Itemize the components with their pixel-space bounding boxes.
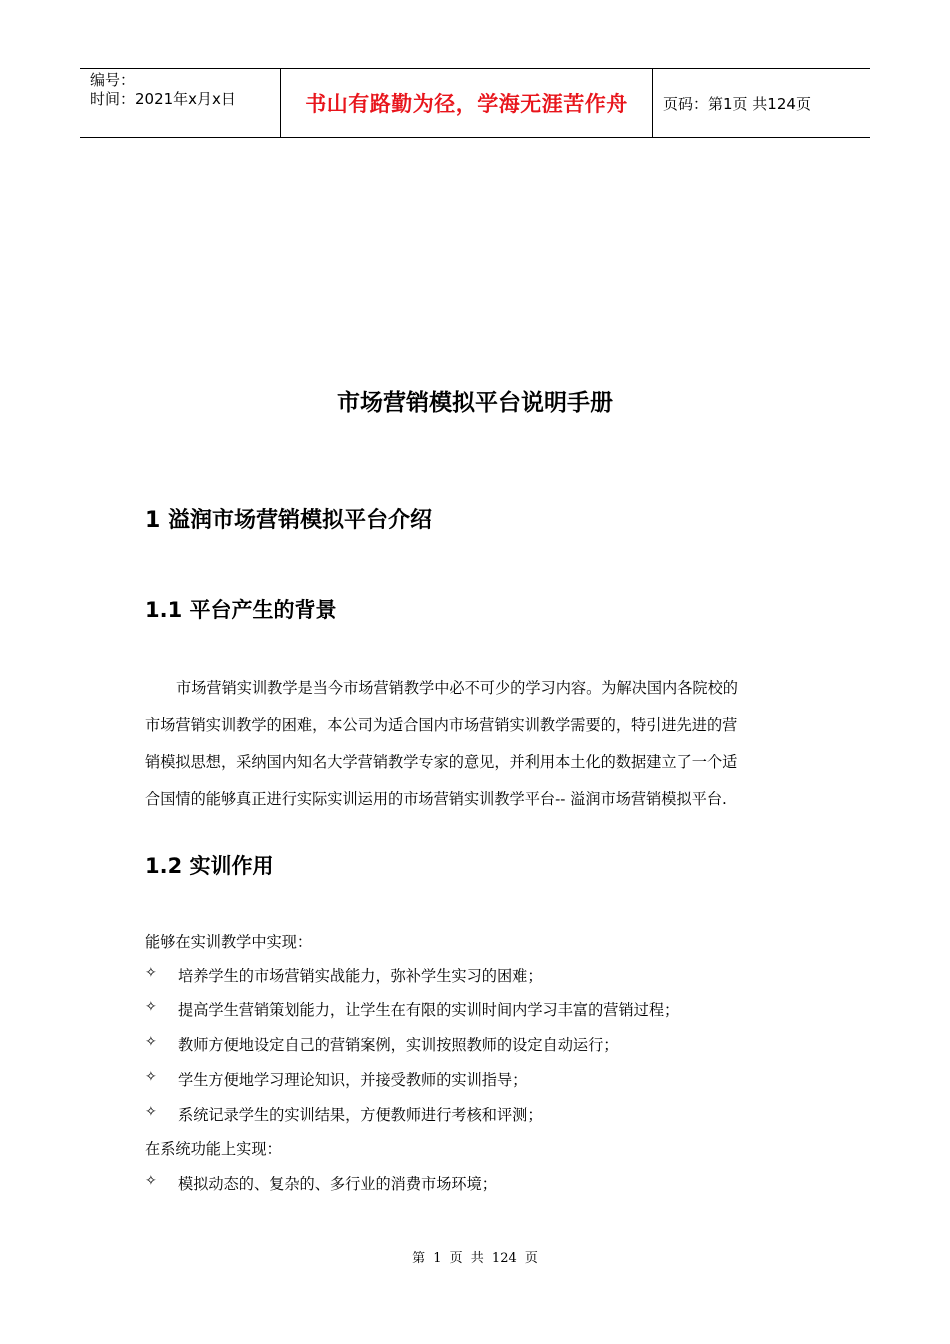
header-number-label: 编号： xyxy=(90,71,136,89)
diamond-bullet-icon: ✧ xyxy=(145,1104,157,1120)
diamond-bullet-icon: ✧ xyxy=(145,999,157,1015)
header-motto-cell xyxy=(281,69,653,137)
page-footer: 第 1 页 共 124 页 xyxy=(412,1251,538,1266)
diamond-bullet-icon: ✧ xyxy=(145,1034,157,1050)
list-item xyxy=(145,1104,543,1125)
list-item-text: 模拟动态的、复杂的、多行业的消费市场环境； xyxy=(178,1175,497,1193)
diamond-bullet-icon: ✧ xyxy=(145,1069,157,1085)
list-item xyxy=(145,965,543,986)
intro-line: 能够在实训教学中实现： xyxy=(145,933,313,951)
list-item xyxy=(145,1069,527,1090)
paragraph-line: 市场营销实训教学是当今市场营销教学中必不可少的学习内容。为解决国内各院校的 xyxy=(176,679,738,697)
paragraph-line: 合国情的能够真正进行实际实训运用的市场营销实训教学平台-- 溢润市场营销模拟平台. xyxy=(145,790,727,808)
list-item xyxy=(145,1173,497,1194)
document-header xyxy=(80,68,870,138)
diamond-bullet-icon: ✧ xyxy=(145,965,157,981)
paragraph-line: 销模拟思想，采纳国内知名大学营销教学专家的意见，并利用本土化的数据建立了一个适 xyxy=(145,753,738,771)
document-title: 市场营销模拟平台说明手册 xyxy=(337,390,613,416)
section-1-1-heading: 1.1 平台产生的背景 xyxy=(145,598,337,622)
header-meta xyxy=(80,69,281,137)
list-item-text: 学生方便地学习理论知识，并接受教师的实训指导； xyxy=(178,1071,528,1089)
list-item-text: 培养学生的市场营销实战能力，弥补学生实习的困难； xyxy=(178,967,543,985)
paragraph-line: 市场营销实训教学的困难，本公司为适合国内市场营销实训教学需要的，特引进先进的营 xyxy=(145,716,738,734)
section-1-heading: 1 溢润市场营销模拟平台介绍 xyxy=(145,508,432,533)
diamond-bullet-icon: ✧ xyxy=(145,1173,157,1189)
list-item xyxy=(145,1034,618,1055)
background-paragraph xyxy=(145,670,807,818)
list-item-text: 提高学生营销策划能力，让学生在有限的实训时间内学习丰富的营销过程； xyxy=(178,1001,680,1019)
header-motto: 书山有路勤为径，学海无涯苦作舟 xyxy=(305,92,628,116)
intro-line-2: 在系统功能上实现： xyxy=(145,1140,282,1158)
section-1-2-heading: 1.2 实训作用 xyxy=(145,854,274,878)
list-item xyxy=(145,999,679,1020)
header-page-code: 页码：第1页 共124页 xyxy=(663,94,811,113)
header-time-label: 时间：2021年x月x日 xyxy=(90,90,236,108)
list-item-text: 教师方便地设定自己的营销案例，实训按照教师的设定自动运行； xyxy=(178,1036,619,1054)
list-item-text: 系统记录学生的实训结果，方便教师进行考核和评测； xyxy=(178,1106,543,1124)
